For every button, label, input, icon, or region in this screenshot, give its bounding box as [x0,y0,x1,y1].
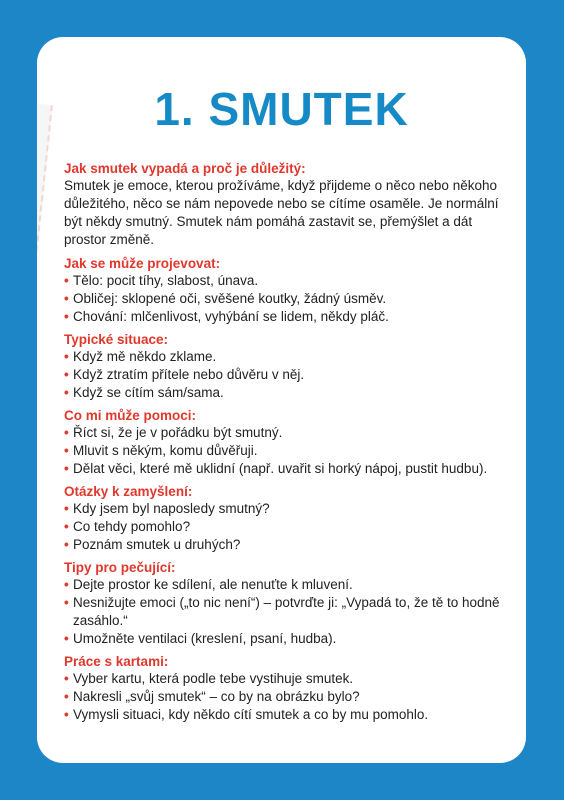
section-expression [64,255,509,326]
section-card-work [64,653,509,724]
list-item: • Když mě někdo zklame. [64,348,509,366]
decorative-ribbon [37,103,53,702]
list-item: • Umožněte ventilaci (kreslení, psaní, hudba). [64,630,509,648]
section-heading: Otázky k zamyšlení: [64,484,193,499]
section-heading: Co mi může pomoci: [64,408,197,423]
section-heading: Jak se může projevovat: [64,256,221,271]
list-item: • Vyber kartu, která podle tebe vystihuje smutek. [64,670,509,688]
list-item: • Mluvit s někým, komu důvěřuji. [64,442,509,460]
section-heading: Tipy pro pečující: [64,560,176,575]
list-item: • Nakresli „svůj smutek“ – co by na obrázku bylo? [64,688,509,706]
section-heading: Jak smutek vypadá a proč je důležitý: [64,161,306,176]
section-heading: Typické situace: [64,332,169,347]
list-item: • Vymysli situaci, kdy někdo cítí smutek a co by mu pomohlo. [64,706,509,724]
list-item: • Co tehdy pomohlo? [64,518,509,536]
list-item: • Říct si, že je v pořádku být smutný. [64,424,509,442]
section-intro [64,160,509,249]
section-heading: Práce s kartami: [64,654,169,669]
bullet-list [64,424,509,478]
section-text: Smutek je emoce, kterou prožíváme, když přijdeme o něco nebo někoho důležitého, něco se nám nepovede nebo se cítíme osaměle. Je normální být někdy smutný. Smutek nám pomáhá zastavit se, přemýšlet a dát prostor změně. [64,178,499,247]
list-item: • Kdy jsem byl naposledy smutný? [64,500,509,518]
section-situations [64,331,509,402]
list-item: • Když se cítím sám/sama. [64,384,509,402]
list-item: • Když ztratím přítele nebo důvěru v něj. [64,366,509,384]
list-item: • Tělo: pocit tíhy, slabost, únava. [64,272,509,290]
list-item: • Dělat věci, které mě uklidní (např. uvařit si horký nápoj, pustit hudbu). [64,460,509,478]
bullet-list [64,272,509,326]
card-content [64,160,509,729]
card-title: 1. SMUTEK [154,83,409,135]
list-item: • Obličej: sklopené oči, svěšené koutky, žádný úsměv. [64,290,509,308]
emotion-card [37,37,526,763]
bullet-list [64,500,509,554]
section-questions [64,483,509,554]
list-item: • Poznám smutek u druhých? [64,536,509,554]
bullet-list [64,348,509,402]
section-help [64,407,509,478]
list-item: • Nesnižujte emoci („to nic není“) – potvrďte ji: „Vypadá to, že tě to hodně zasáhlo.“ [64,594,509,630]
bullet-list [64,670,509,724]
section-caregiver-tips [64,559,509,648]
bullet-list [64,576,509,648]
list-item: • Chování: mlčenlivost, vyhýbání se lidem, někdy pláč. [64,308,509,326]
list-item: • Dejte prostor ke sdílení, ale nenuťte k mluvení. [64,576,509,594]
